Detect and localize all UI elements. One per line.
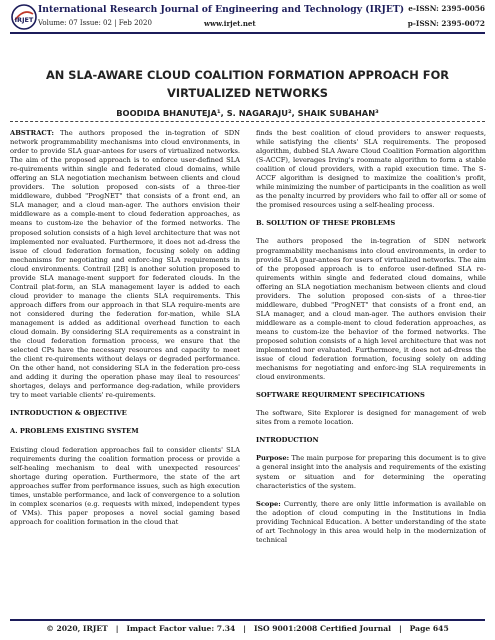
- intro-objective-heading: INTRODUCTION & OBJECTIVE: [10, 409, 127, 418]
- e-issn: e-ISSN: 2395-0056: [408, 4, 485, 13]
- scope-label: Scope:: [256, 499, 281, 508]
- title-line-1: AN SLA-AWARE CLOUD COALITION FORMATION APPROACH FOR: [45, 68, 450, 82]
- footer-separator: |: [115, 624, 119, 633]
- footer-impact-factor: Impact Factor value: 7.34: [126, 624, 236, 633]
- logo-text: IRJET: [14, 16, 34, 24]
- volume-issue: Volume: 07 Issue: 02 | Feb 2020: [38, 19, 152, 27]
- header-divider: [10, 32, 485, 34]
- paper-authors: BOODIDA BHANUTEJA¹, S. NAGARAJU², SHAIK SUBAHAN³: [116, 108, 379, 118]
- title-line-2: VIRTUALIZED NETWORKS: [167, 86, 328, 100]
- problems-heading: A. PROBLEMS EXISTING SYSTEM: [10, 427, 139, 436]
- introduction-heading: INTRODUCTION: [256, 436, 319, 445]
- coalition-paragraph: finds the best coalition of cloud providers to answer requests, while satisfying the clients' SLA requirements. The proposed algorithm, dubbed SLA Aware Cloud Coalition Formation algorithm (S-ACCF), leverages Irving's roommate algorithm to form a stable coalition of cloud providers, with a rapid execution time. The S-ACCF algorithm is designed to maximize the coalition's profit, while minimizing the number of participants in the coalition as well as the penalty incurred by providers who fail to offer all or some of the promised resources using a self-healing process.: [256, 129, 486, 210]
- footer-copyright: © 2020, IRJET: [46, 624, 108, 633]
- abstract-paragraph: [10, 129, 240, 400]
- purpose-label: Purpose:: [256, 454, 290, 463]
- solution-heading: B. SOLUTION OF THESE PROBLEMS: [256, 219, 396, 228]
- author-divider: [10, 121, 485, 122]
- left-column: [10, 129, 240, 615]
- purpose-paragraph: [256, 454, 486, 490]
- footer-separator: |: [243, 624, 246, 633]
- journal-website-link[interactable]: www.irjet.net: [204, 19, 256, 28]
- page-header: [0, 0, 495, 34]
- software-paragraph: The software, Site Explorer is designed for management of web sites from a remote location.: [256, 409, 486, 427]
- right-column: [256, 129, 486, 615]
- abstract-label: ABSTRACT:: [10, 129, 54, 137]
- footer-iso: ISO 9001:2008 Certified Journal: [253, 624, 392, 633]
- paper-title: [20, 66, 475, 102]
- irjet-logo-icon: [10, 4, 38, 30]
- p-issn: p-ISSN: 2395-0072: [407, 19, 485, 28]
- purpose-text: The main purpose for preparing this document is to give a general insight into the analysis and requirements of the existing system or situation and for determining the operating characteristics of the system.: [256, 454, 486, 490]
- software-requirements-heading: SOFTWARE REQUIRMENT SPECIFICATIONS: [256, 391, 425, 400]
- solution-paragraph: The authors proposed the in-tegration of SDN network programmability mechanisms into cloud environments, in order to provide SLA guar-antees for users of virtualized networks. The aim of the proposed approach is to enforce user-defined SLA re-quirements within single and federated cloud domains, while offering an SLA negotiation mechanism between clients and cloud providers. The solution proposed con-sists of a three-tier middleware, dubbed "ProgNET" that consists of a front end, an SLA manager, and a cloud man-ager. The authors envision their middleware as a comple-ment to cloud federation approaches, as means to custom-ize the behavior of the formed networks. The proposed solution consists of a high level architecture that was not implemented nor evaluated. Furthermore, it does not ad-dress the issue of cloud federation formation, focusing solely on adding mechanisms for negotiating and enforc-ing SLA requirements in cloud environments.: [256, 237, 486, 382]
- page-footer: [0, 624, 495, 633]
- abstract-text: The authors proposed the in-tegration of SDN network programmability mechanisms into cloud environments, in order to provide SLA guar-antees for users of virtualized networks. The aim of the proposed approach is to enforce user-defined SLA re-quirements within single and federated cloud domains, while offering an SLA negotiation mechanism between clients and cloud providers. The solution proposed con-sists of a three-tier middleware, dubbed "ProgNET" that consists of a front end, an SLA manager, and a cloud man-ager. The authors envision their middleware as a comple-ment to cloud federation approaches, as means to custom-ize the behavior of the formed networks. The proposed solution consists of a high level architecture that was not implemented nor evaluated. Furthermore, it does not ad-dress the issue of cloud federation formation, focusing solely on adding mechanisms for negotiating and enforc-ing SLA requirements in cloud environments. Contrail [2B] is another solution proposed to provide SLA manage-ment support for federated clouds. In the Contrail plat-form, an SLA management layer is added to each cloud provider to manage the clients SLA requirements. This approach differs from our approach in that SLA require-ments are not considered during the federation for-mation, while SLA management is added as additional overhead function to each cloud domain. By considering SLA requirements as a constraint in the cloud federation formation process, we ensure that the selected CPs have the necessary resources and capacity to meet the client re-quirements without delays or degraded performance. On the other hand, not considering SLA in the federation pro-cess and adding it during the operation phase may ileal to resources' shortages, delays and performance deg-radation, while providers try to meet variable clients' re-quirements.: [10, 129, 240, 400]
- scope-text: Currently, there are only little information is available on the adoption of cloud computing in the Institutions in India providing Technical Education. A better understanding of the state of art Technology in this area would help in the modernization of technical: [256, 499, 486, 544]
- journal-name: International Research Journal of Engineering and Technology (IRJET): [38, 4, 405, 15]
- footer-divider: [10, 619, 485, 621]
- problems-paragraph: Existing cloud federation approaches fail to consider clients' SLA requirements during the coalition formation process or provide a self-healing mechanism to deal with unexpected resources' shortage during operation. Furthermore, the state of the art approaches suffer from performance issues, such as high execution times, unstable performance, and lack of convergence to a solution in complex scenarios (e.g. requests with mixed, independent types of VMs). This paper proposes a novel social gaming based approach for coalition formation in the cloud that: [10, 445, 240, 526]
- footer-page-number: Page 645: [409, 624, 449, 633]
- scope-paragraph: [256, 500, 486, 545]
- footer-separator: |: [398, 624, 402, 633]
